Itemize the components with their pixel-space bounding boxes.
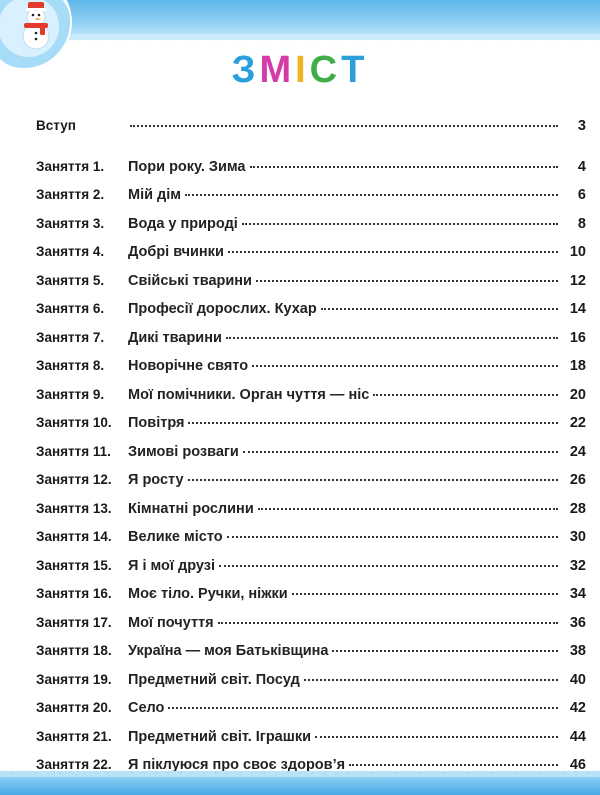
toc-page-number: 36: [569, 614, 586, 631]
toc-page-number: 4: [577, 158, 586, 175]
toc-page-number: 10: [569, 244, 586, 260]
toc-lesson-label: Заняття 9.: [36, 386, 105, 402]
title-letter: І: [295, 49, 310, 91]
toc-topic: Вода у природі: [128, 215, 238, 232]
toc-lesson-label: Заняття 3.: [36, 215, 105, 231]
bottom-decorative-band: [0, 771, 600, 795]
toc-row: [36, 472, 586, 501]
toc-lesson-label: Заняття 7.: [36, 329, 105, 345]
toc-lesson-label: Заняття 13.: [36, 500, 112, 516]
toc-dot-leader: [258, 508, 558, 510]
toc-dot-leader: [315, 736, 558, 738]
title-letter: С: [309, 49, 342, 91]
toc-page-number: 32: [569, 557, 586, 574]
toc-lesson-label: Заняття 8.: [36, 358, 105, 373]
toc-lesson-label: Заняття 19.: [36, 671, 112, 687]
toc-row: [36, 444, 586, 473]
toc-lesson-label: Заняття 1.: [36, 158, 105, 174]
toc-lesson-label: Заняття 21.: [36, 728, 112, 744]
toc-row: [36, 273, 586, 302]
toc-topic: Мої почуття: [128, 614, 214, 631]
toc-page-number: 28: [569, 500, 586, 517]
page-title: [0, 48, 600, 92]
toc-row: [36, 729, 586, 758]
toc-page-number: 3: [577, 118, 586, 134]
toc-topic: Свійські тварини: [128, 272, 252, 289]
toc-dot-leader: [185, 194, 558, 196]
toc-lesson-label: Заняття 17.: [36, 614, 112, 630]
toc-page-number: 34: [569, 586, 586, 602]
toc-row: [36, 529, 586, 558]
toc-page-number: 14: [569, 301, 586, 317]
toc-dot-leader: [188, 479, 558, 481]
toc-dot-leader: [226, 337, 558, 339]
toc-dot-leader: [373, 394, 558, 396]
toc-topic: Мій дім: [128, 187, 182, 203]
toc-row: [36, 615, 586, 644]
toc-row-intro: [36, 118, 586, 147]
toc-lesson-label: Заняття 14.: [36, 529, 112, 544]
toc-dot-leader: [188, 422, 558, 424]
toc-topic: Мої помічники. Орган чуття — ніс: [128, 386, 370, 403]
toc-dot-leader: [218, 622, 558, 624]
toc-lesson-label: Заняття 16.: [36, 586, 112, 601]
toc-topic: Я росту: [128, 472, 184, 488]
toc-page-number: 6: [577, 187, 586, 203]
toc-row: [36, 415, 586, 444]
toc-page-number: 24: [569, 443, 586, 460]
toc-row: [36, 244, 586, 273]
toc-dot-leader: [228, 251, 558, 253]
toc-row: [36, 672, 586, 701]
toc-row: [36, 159, 586, 188]
toc-lesson-label: Заняття 5.: [36, 272, 105, 288]
toc-page-number: 30: [569, 529, 586, 545]
toc-dot-leader: [292, 593, 558, 595]
toc-page-number: 22: [569, 415, 586, 431]
toc-topic: Новорічне свято: [128, 358, 249, 374]
toc-row: [36, 700, 586, 729]
toc-lesson-label: Заняття 4.: [36, 244, 105, 259]
toc-topic: Предметний світ. Іграшки: [128, 728, 311, 745]
snowman-icon: [14, 0, 58, 52]
toc-dot-leader: [304, 679, 558, 681]
toc-page-number: 16: [569, 329, 586, 346]
toc-dot-leader: [168, 707, 558, 709]
toc-page-number: 26: [569, 472, 586, 488]
toc-dot-leader: [130, 125, 558, 127]
toc-dot-leader: [243, 451, 558, 453]
toc-topic: Професії дорослих. Кухар: [128, 301, 317, 317]
toc-page-number: 38: [569, 643, 586, 659]
toc-topic: Україна — моя Батьківщина: [128, 643, 329, 659]
toc-lesson-label: Заняття 18.: [36, 643, 112, 658]
toc-entries: [36, 159, 586, 786]
toc-row: [36, 643, 586, 672]
toc-dot-leader: [250, 166, 559, 168]
toc-topic: Я і мої друзі: [128, 557, 215, 574]
toc-topic: Предметний світ. Посуд: [128, 671, 300, 688]
toc-row: [36, 558, 586, 587]
toc-topic: Велике місто: [128, 529, 223, 545]
toc-page-number: 12: [569, 272, 586, 289]
toc-topic: Кімнатні рослини: [128, 500, 254, 517]
table-of-contents: [36, 118, 586, 786]
toc-topic: Повітря: [128, 415, 185, 431]
toc-row: [36, 301, 586, 330]
toc-topic: Дикі тварини: [128, 329, 222, 346]
toc-topic: Моє тіло. Ручки, ніжки: [128, 586, 288, 602]
toc-topic: Добрі вчинки: [128, 244, 224, 260]
toc-lesson-label: Заняття 2.: [36, 187, 105, 202]
toc-row: [36, 330, 586, 359]
toc-page-number: 44: [569, 728, 586, 745]
toc-dot-leader: [242, 223, 558, 225]
toc-page-number: 42: [569, 700, 586, 716]
top-decorative-band: [0, 0, 600, 40]
toc-dot-leader: [332, 650, 558, 652]
toc-lesson-label: Заняття 10.: [36, 415, 112, 430]
toc-page-number: 20: [569, 386, 586, 403]
toc-row: [36, 501, 586, 530]
toc-page-number: 18: [569, 358, 586, 374]
toc-topic: Пори року. Зима: [128, 158, 246, 175]
toc-lesson-label: Заняття 12.: [36, 472, 112, 487]
toc-row: [36, 586, 586, 615]
toc-dot-leader: [256, 280, 558, 282]
toc-row: [36, 216, 586, 245]
toc-lesson-label: Заняття 11.: [36, 443, 111, 459]
toc-dot-leader: [227, 536, 558, 538]
toc-row: [36, 387, 586, 416]
toc-dot-leader: [321, 308, 558, 310]
toc-lesson-label: Заняття 15.: [36, 557, 112, 573]
toc-lesson-label: Заняття 6.: [36, 301, 105, 316]
toc-topic: Село: [128, 700, 165, 716]
toc-dot-leader: [252, 365, 558, 367]
toc-page-number: 8: [577, 215, 586, 232]
title-letter: М: [259, 49, 296, 91]
toc-row: [36, 187, 586, 216]
toc-lesson-label: Заняття 20.: [36, 700, 112, 715]
title-letter: З: [231, 49, 260, 91]
title-letter: Т: [341, 49, 369, 91]
toc-intro-label: Вступ: [36, 118, 76, 133]
toc-topic: Зимові розваги: [128, 443, 239, 460]
toc-dot-leader: [219, 565, 558, 567]
toc-page-number: 40: [569, 671, 586, 688]
toc-row: [36, 358, 586, 387]
